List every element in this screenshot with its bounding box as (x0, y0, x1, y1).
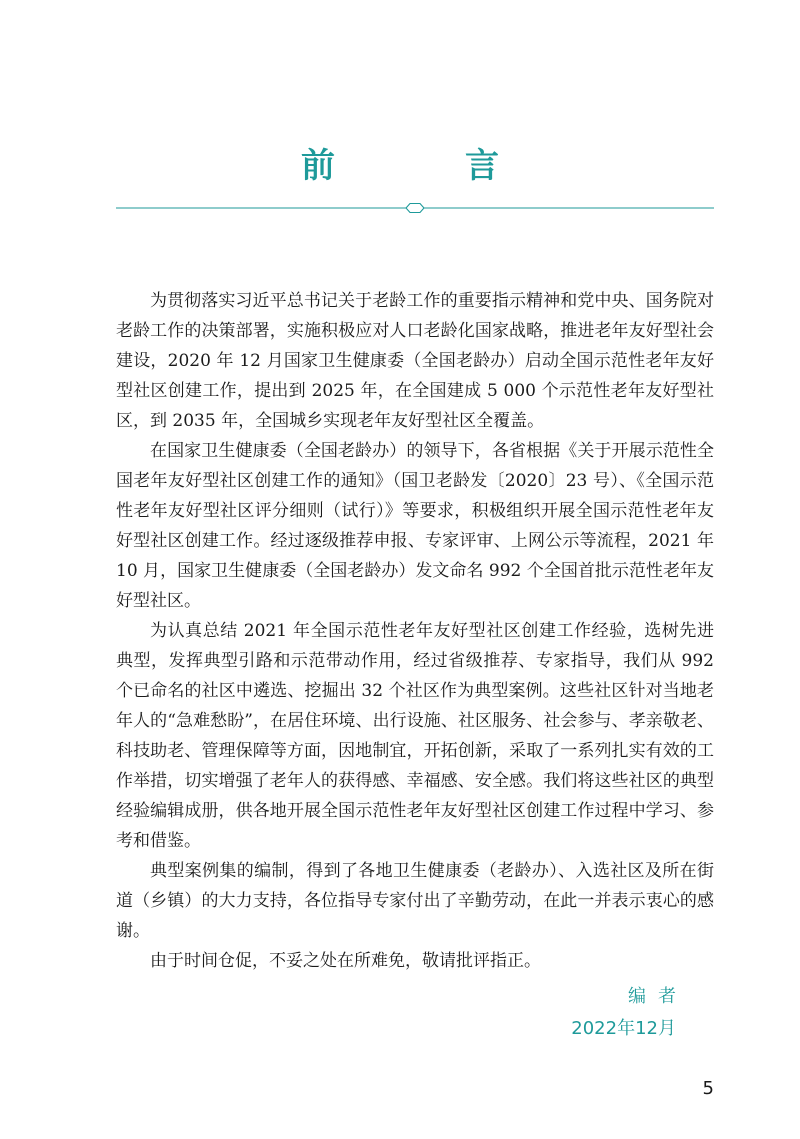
paragraph-1: 为贯彻落实习近平总书记关于老龄工作的重要指示精神和党中央、国务院对老龄工作的决策部署，实施积极应对人口老龄化国家战略，推进老年友好型社会建设，2020 年 12 月国家卫生健康委（全国老龄办）启动全国示范性老年友好型社区创建工作，提出到 2025 年，在全国建成 5 000 个示范性老年友好型社区，到 2035 年，全国城乡实现老年友好型社区全覆盖。 (116, 291, 714, 431)
paragraph-5: 由于时间仓促，不妥之处在所难免，敬请批评指正。 (150, 951, 541, 971)
paragraph-4: 典型案例集的编制，得到了各地卫生健康委（老龄办）、入选社区及所在街道（乡镇）的大力支持，各位指导专家付出了辛勤劳动，在此一并表示衷心的感谢。 (116, 861, 714, 941)
page-title: 前 言 (301, 146, 547, 186)
signature-block (571, 982, 688, 1044)
preface-body (116, 286, 714, 976)
paragraph-3: 为认真总结 2021 年全国示范性老年友好型社区创建工作经验，选树先进典型，发挥典型引路和示范带动作用，经过省级推荐、专家指导，我们从 992 个已命名的社区中遴选、挖掘出 32 个社区作为典型案例。这些社区针对当地老年人的“急难愁盼”，在居住环境、出行设施、社区服务、社会参与、孝亲敬老、科技助老、管理保障等方面，因地制宜，开拓创新，采取了一系列扎实有效的工作举措，切实增强了老年人的获得感、幸福感、安全感。我们将这些社区的典型经验编辑成册，供各地开展全国示范性老年友好型社区创建工作过程中学习、参考和借鉴。 (116, 621, 714, 851)
author-label: 编者 (628, 986, 688, 1007)
paragraph-2: 在国家卫生健康委（全国老龄办）的领导下，各省根据《关于开展示范性全国老年友好型社区创建工作的通知》（国卫老龄发〔2020〕23 号）、《全国示范性老年友好型社区评分细则（试行）》等要求，积极组织开展全国示范性老年友好型社区创建工作。经过逐级推荐申报、专家评审、上网公示等流程，2021 年 10 月，国家卫生健康委（全国老龄办）发文命名 992 个全国首批示范性老年友好型社区。 (116, 441, 714, 611)
diamond-ornament-icon (406, 204, 424, 213)
date-label: 2022年12月 (571, 1018, 676, 1039)
page-number: 5 (702, 1078, 714, 1099)
title-divider (116, 200, 714, 216)
